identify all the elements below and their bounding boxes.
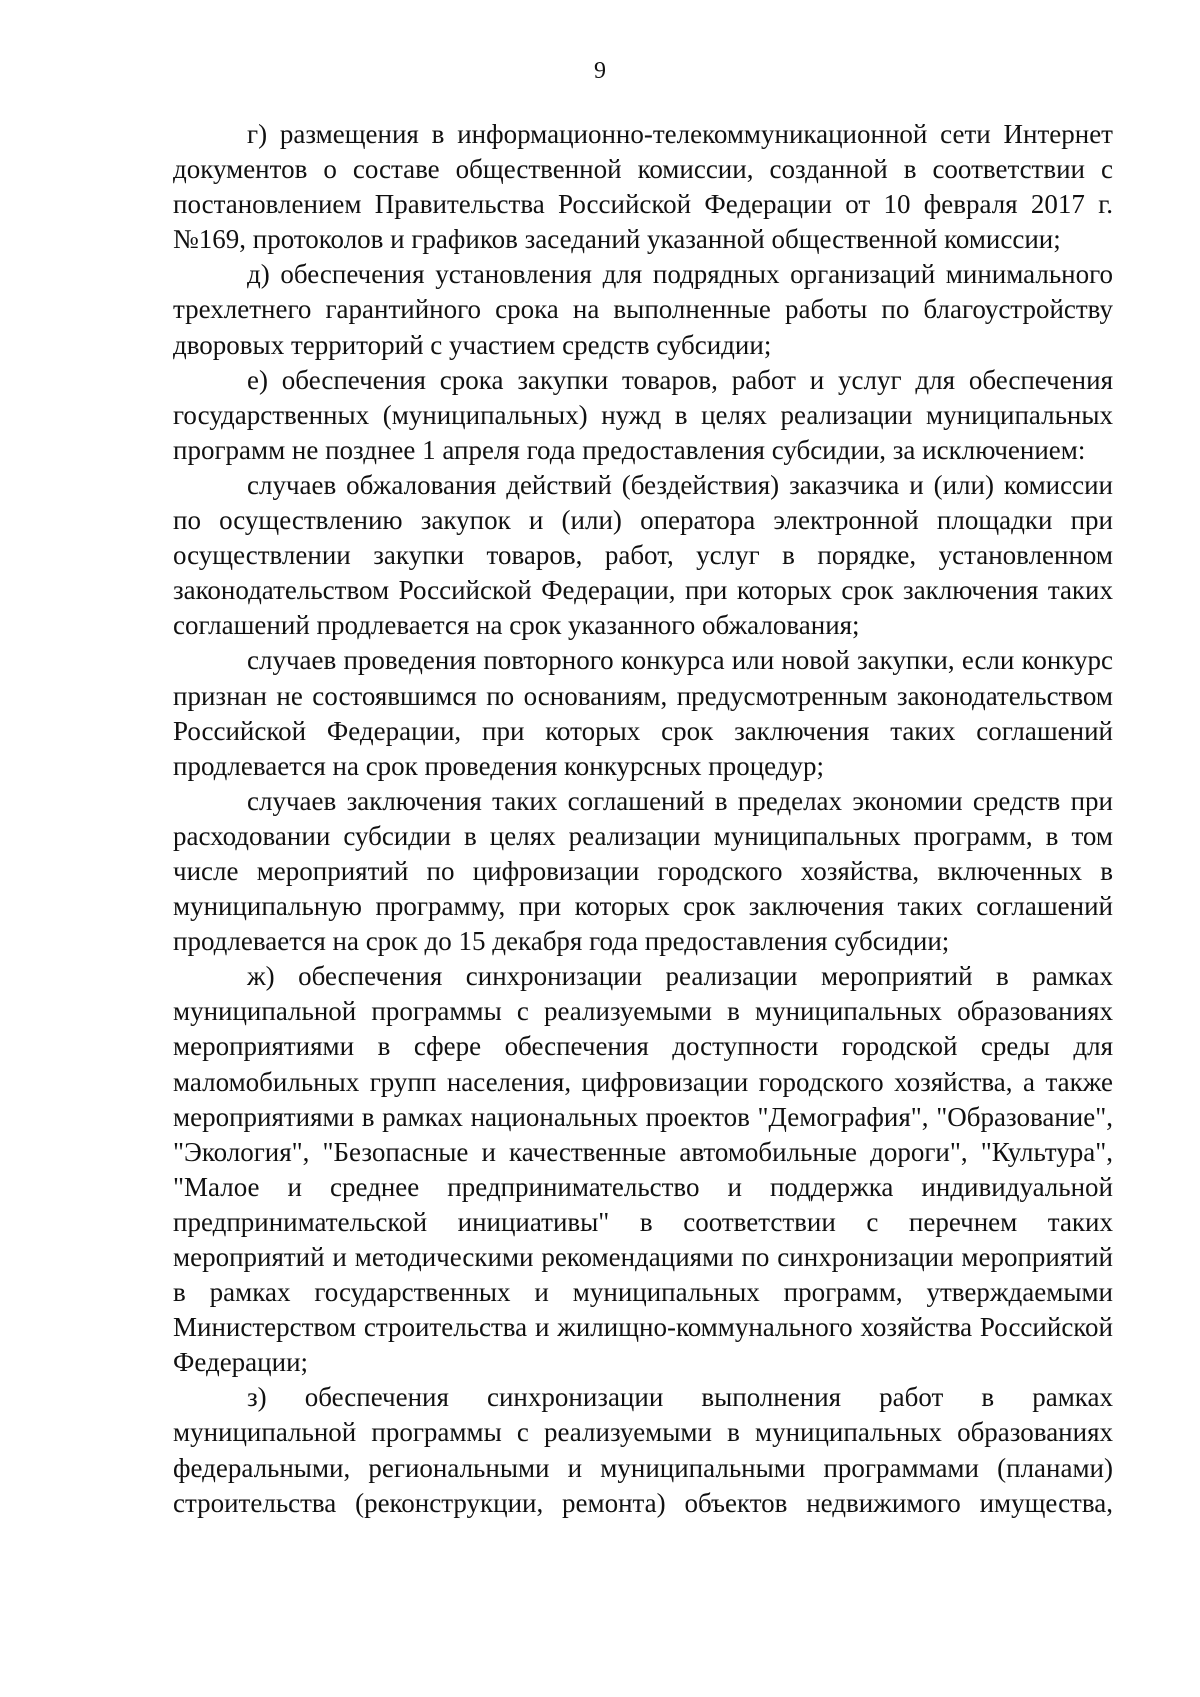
paragraph-e: е) обеспечения срока закупки товаров, работ и услуг для обеспечения государственных (муниципальных) нужд в целях реализации муниципальных программ не позднее 1 апреля года предоставления субсидии, за исключением: — [173, 364, 1113, 465]
paragraph-z: з) обеспечения синхронизации выполнения работ в рамках муниципальной программы с реализуемыми в муниципальных образованиях федеральными, региональными и муниципальными программами (планами) строительства (реконструкции, ремонта) объектов недвижимого имущества, — [173, 1382, 1113, 1518]
document-body — [173, 117, 1113, 1521]
paragraph-zh: ж) обеспечения синхронизации реализации мероприятий в рамках муниципальной программы с реализуемыми в муниципальных образованиях мероприятиями в сфере обеспечения доступности городской среды для маломобильных групп населения, цифровизации городского хозяйства, а также мероприятиями в рамках национальных проектов "Демография", "Образование", "Экология", "Безопасные и качественные автомобильные дороги", "Культура", "Малое и среднее предпринимательство и поддержка индивидуальной предпринимательской инициативы" в соответствии с перечнем таких мероприятий и методическими рекомендациями по синхронизации мероприятий в рамках государственных и муниципальных программ, утверждаемыми Министерством строительства и жилищно-коммунального хозяйства Российской Федерации; — [173, 961, 1113, 1378]
paragraph-exception-savings: случаев заключения таких соглашений в пределах экономии средств при расходовании субсидии в целях реализации муниципальных программ, в том числе мероприятий по цифровизации городского хозяйства, включенных в муниципальную программу, при которых срок заключения таких соглашений продлевается на срок до 15 декабря года предоставления субсидии; — [173, 785, 1113, 957]
paragraph-exception-appeal: случаев обжалования действий (бездействия) заказчика и (или) комиссии по осуществлению закупок и (или) оператора электронной площадки при осуществлении закупки товаров, работ, услуг в порядке, установленном законодательством Российской Федерации, при которых срок заключения таких соглашений продлевается на срок указанного обжалования; — [173, 469, 1113, 641]
paragraph-g: г) размещения в информационно-телекоммуникационной сети Интернет документов о составе общественной комиссии, созданной в соответствии с постановлением Правительства Российской Федерации от 10 февраля 2017 г. №169, протоколов и графиков заседаний указанной общественной комиссии; — [173, 119, 1113, 255]
paragraph-exception-repeat-tender: случаев проведения повторного конкурса или новой закупки, если конкурс признан не состоявшимся по основаниям, предусмотренным законодательством Российской Федерации, при которых срок заключения таких соглашений продлевается на срок проведения конкурсных процедур; — [173, 645, 1113, 781]
paragraph-d: д) обеспечения установления для подрядных организаций минимального трехлетнего гарантийного срока на выполненные работы по благоустройству дворовых территорий с участием средств субсидии; — [173, 259, 1113, 360]
page-number: 9 — [594, 58, 606, 84]
